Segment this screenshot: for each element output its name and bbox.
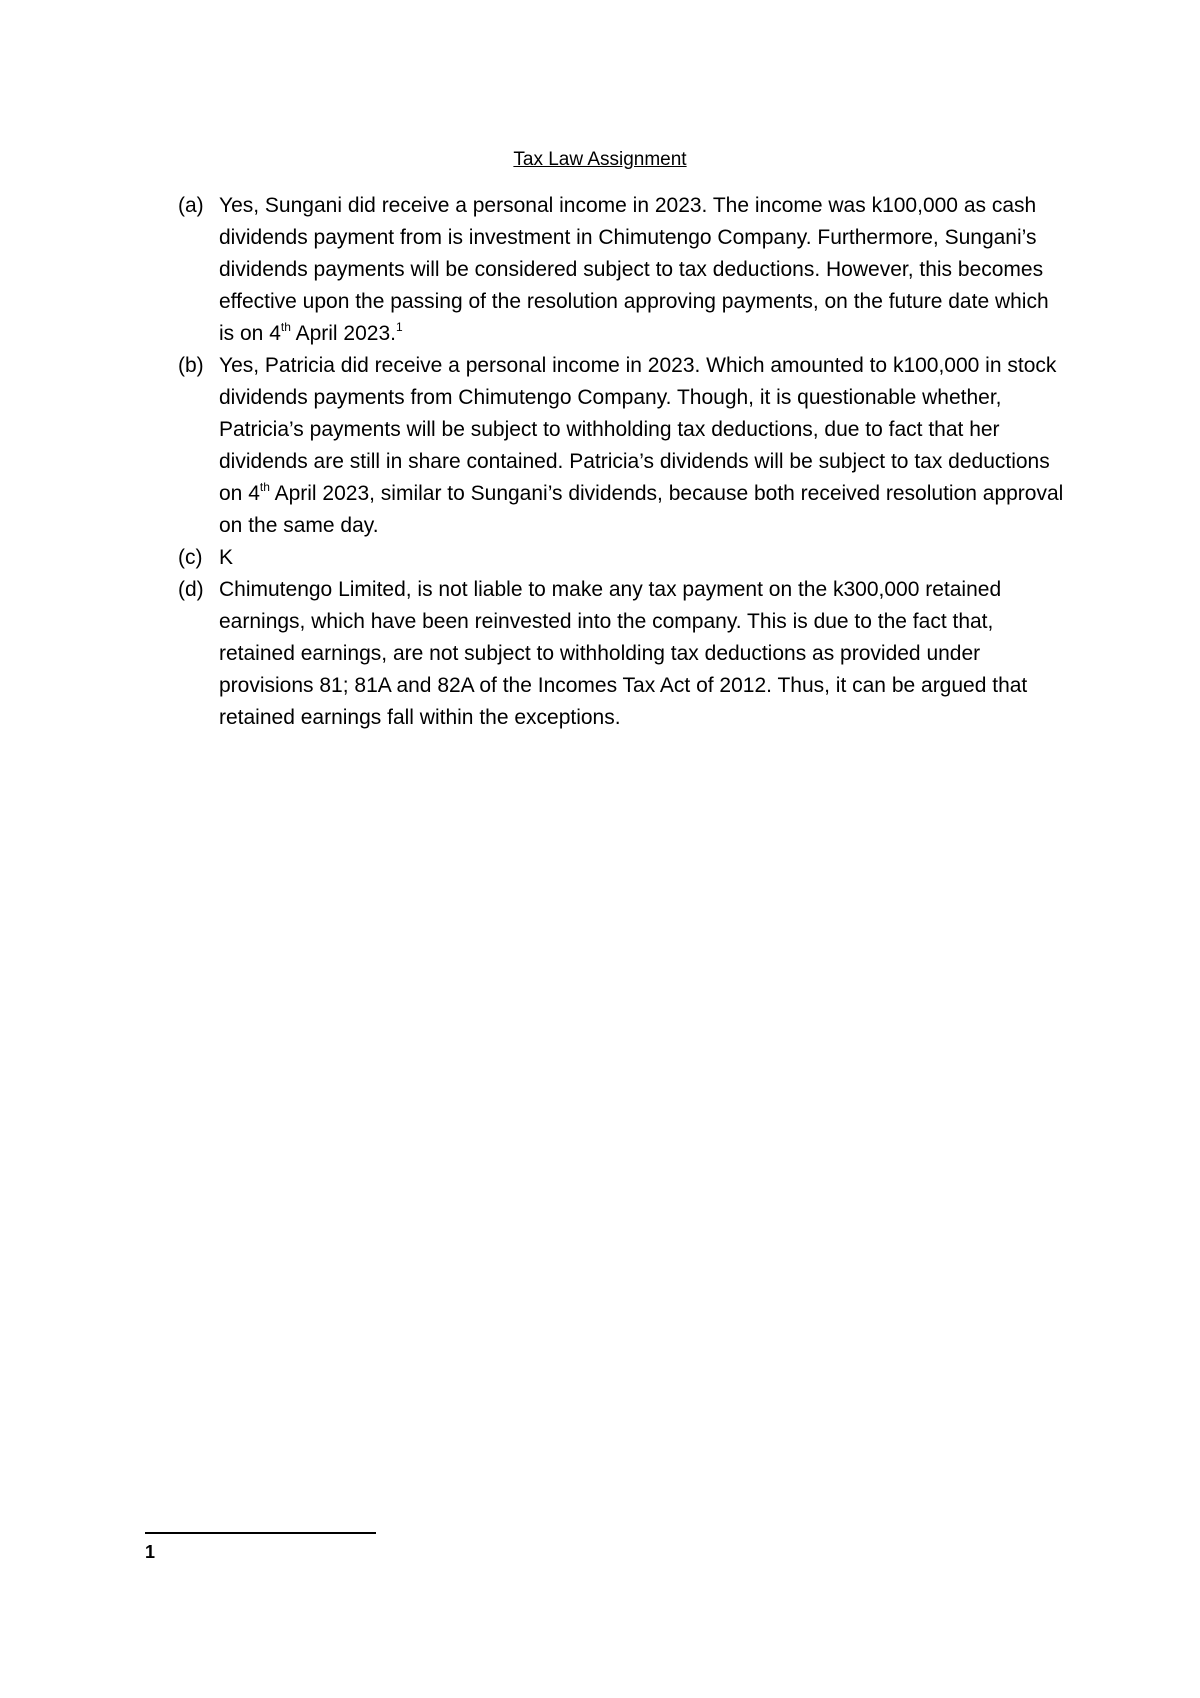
ordinal-superscript: th [280, 320, 291, 334]
item-text-after: April 2023, similar to Sungani’s dividends, because both received resolution approval on the same day. [219, 482, 1064, 537]
item-marker: (b) [178, 354, 204, 377]
footnote-reference[interactable]: 1 [395, 320, 403, 334]
item-text-before: Yes, Sungani did receive a personal income in 2023. The income was k100,000 as cash dividends payment from is investment in Chimutengo Company. Furthermore, Sungani’s dividends payments will be considered subject to tax deductions. However, this becomes effective upon the passing of the resolution approving payments, on the future date which is on 4 [219, 194, 1049, 345]
item-text: K [219, 546, 234, 569]
item-text: Chimutengo Limited, is not liable to make any tax payment on the k300,000 retained earnings, which have been reinvested into the company. This is due to the fact that, retained earnings, are not subject to withholding tax deductions as provided under provisions 81; 81A and 82A of the Incomes Tax Act of 2012. Thus, it can be argued that retained earnings fall within the exceptions. [219, 578, 1028, 729]
item-marker: (a) [178, 194, 204, 217]
item-text [219, 194, 1049, 345]
document-title: Tax Law Assignment [513, 149, 687, 170]
item-marker: (c) [178, 546, 203, 569]
ordinal-superscript: th [259, 480, 270, 494]
footnote-number: 1 [145, 1542, 156, 1562]
footnote-separator [145, 1532, 376, 1534]
list-item-b [178, 350, 1068, 542]
item-marker: (d) [178, 578, 204, 601]
list-item-c [178, 542, 1068, 574]
item-text-after: April 2023. [290, 322, 396, 345]
item-text [219, 354, 1063, 537]
answer-list [178, 190, 1068, 734]
list-item-d [178, 574, 1068, 734]
list-item-a [178, 190, 1068, 350]
item-text-before: Yes, Patricia did receive a personal income in 2023. Which amounted to k100,000 in stock dividends payments from Chimutengo Company. Though, it is questionable whether, Patricia’s payments will be subject to withholding tax deductions, due to fact that her dividends are still in share contained. Patricia’s dividends will be subject to tax deductions on 4 [219, 354, 1057, 505]
